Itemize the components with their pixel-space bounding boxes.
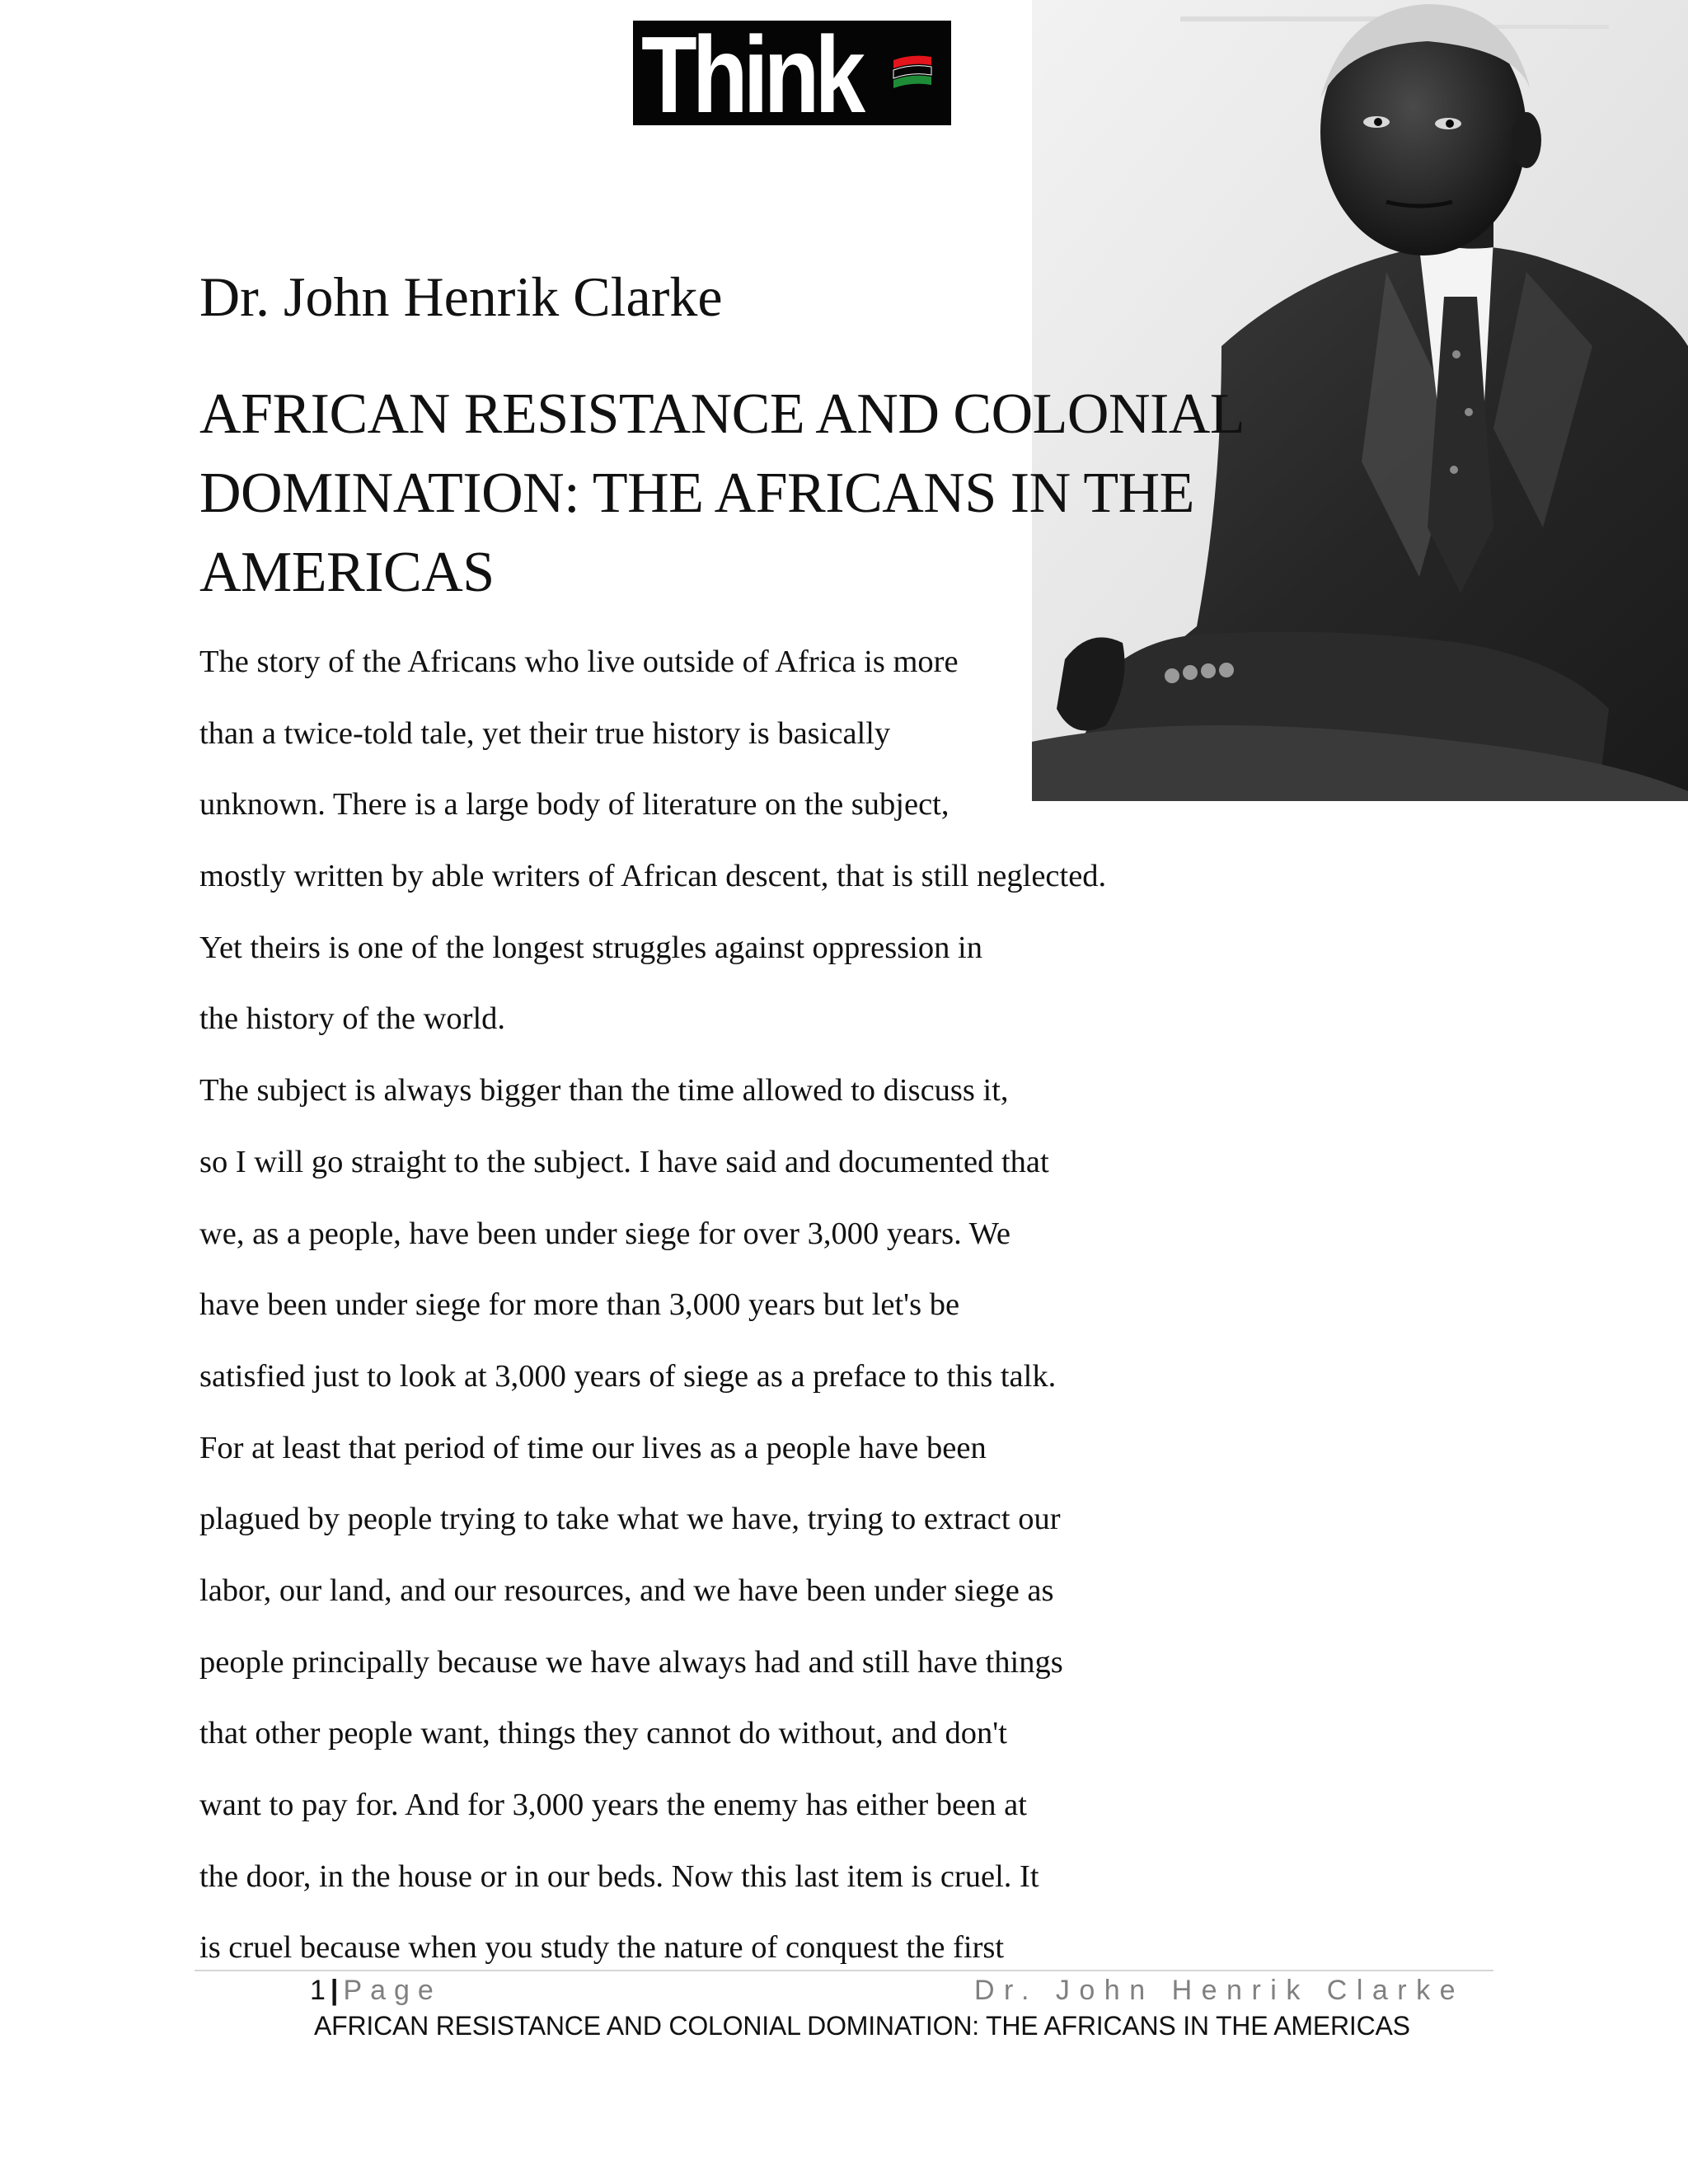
page-label: Page <box>343 1975 442 2006</box>
logo-wordmark: Think <box>641 21 861 125</box>
body-text <box>199 639 1271 1996</box>
author-name: Dr. John Henrik Clarke <box>199 265 723 328</box>
body-line: For at least that period of time our lives as a people have been <box>199 1430 987 1465</box>
page-separator: | <box>330 1975 339 2006</box>
body-line: the door, in the house or in our beds. Now this last item is cruel. It <box>199 1858 1039 1894</box>
think-logo <box>633 21 951 125</box>
title-line: AMERICAS <box>199 541 495 604</box>
footer-page-number <box>310 1975 442 2007</box>
body-line: that other people want, things they cannot do without, and don't <box>199 1716 1007 1751</box>
body-line: the history of the world. <box>199 1001 506 1037</box>
page-number: 1 <box>310 1975 326 2006</box>
body-line: plagued by people trying to take what we have, trying to extract our <box>199 1502 1061 1537</box>
flag-stripes-icon <box>890 52 933 91</box>
body-line: The story of the Africans who live outside of Africa is more <box>199 644 959 679</box>
body-line: The subject is always bigger than the time allowed to discuss it, <box>199 1073 1009 1108</box>
footer-author: Dr. John Henrik Clarke <box>974 1975 1465 2006</box>
body-line: have been under siege for more than 3,000 years but let's be <box>199 1287 960 1323</box>
body-line: than a twice-told tale, yet their true history is basically <box>199 715 891 751</box>
document-title <box>199 375 1370 612</box>
body-line: people principally because we have always had and still have things <box>199 1644 1063 1680</box>
body-line: Yet theirs is one of the longest struggles against oppression in <box>199 930 982 965</box>
footer-divider <box>195 1970 1493 1971</box>
body-line: so I will go straight to the subject. I have said and documented that <box>199 1144 1049 1179</box>
footer-title: AFRICAN RESISTANCE AND COLONIAL DOMINATION: THE AFRICANS IN THE AMERICAS <box>314 2011 1410 2041</box>
title-line: AFRICAN RESISTANCE AND COLONIAL <box>199 382 1245 446</box>
body-line: unknown. There is a large body of literature on the subject, <box>199 787 950 823</box>
body-line: labor, our land, and our resources, and we have been under siege as <box>199 1572 1054 1608</box>
body-line: is cruel because when you study the nature of conquest the first <box>199 1930 1005 1966</box>
body-line: mostly written by able writers of African descent, that is still neglected. <box>199 859 1107 894</box>
body-line: we, as a people, have been under siege for over 3,000 years. We <box>199 1216 1010 1251</box>
title-line: DOMINATION: THE AFRICANS IN THE <box>199 462 1194 525</box>
body-line: want to pay for. And for 3,000 years the enemy has either been at <box>199 1788 1027 1822</box>
body-line: satisfied just to look at 3,000 years of siege as a preface to this talk. <box>199 1358 1057 1394</box>
